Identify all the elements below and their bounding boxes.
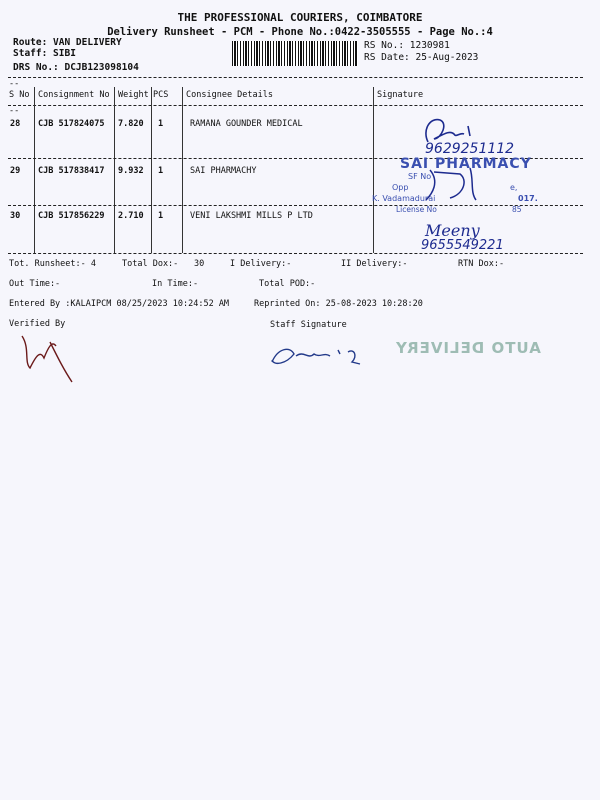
rs-number: RS No.: 1230981 bbox=[364, 40, 450, 51]
i-delivery: I Delivery:- bbox=[230, 259, 292, 269]
col-rule bbox=[34, 87, 35, 253]
total-dox-value: 30 bbox=[194, 259, 205, 269]
col-sno: S No bbox=[9, 90, 30, 100]
row-sno: 30 bbox=[10, 211, 21, 221]
col-rule bbox=[373, 87, 374, 253]
row-consignee: VENI LAKSHMI MILLS P LTD bbox=[190, 211, 313, 221]
col-rule bbox=[182, 87, 183, 253]
rtn-dox: RTN Dox:- bbox=[458, 259, 505, 269]
total-dox-label: Total Dox:- bbox=[122, 259, 179, 269]
signature-phone-row-30: 9655549221 bbox=[421, 238, 504, 253]
stamp-fragment: 017. bbox=[518, 194, 538, 203]
col-weight: Weight bbox=[118, 90, 149, 100]
company-name: THE PROFESSIONAL COURIERS, COIMBATORE bbox=[177, 11, 423, 24]
stamp-fragment: e, bbox=[510, 183, 518, 192]
verified-by-label: Verified By bbox=[9, 319, 66, 329]
signature-row-29 bbox=[420, 162, 490, 207]
total-pod: Total POD:- bbox=[259, 279, 316, 289]
entered-by: Entered By :KALAIPCM 08/25/2023 10:24:52 AM bbox=[9, 299, 230, 309]
column-header-divider bbox=[8, 105, 583, 106]
signature-name-row-30: Meeny bbox=[425, 221, 480, 240]
out-time: Out Time:- bbox=[9, 279, 61, 289]
verified-signature bbox=[14, 328, 84, 388]
sheet-title: Delivery Runsheet - PCM - Phone No.:0422-3505555 - Page No.:4 bbox=[107, 26, 493, 38]
row-consignment: CJB 517824075 bbox=[38, 119, 105, 129]
barcode bbox=[232, 41, 358, 66]
row-pcs: 1 bbox=[158, 166, 164, 176]
row-consignee: SAI PHARMACHY bbox=[190, 166, 257, 176]
drs-number: DRS No.: DCJB123098104 bbox=[13, 62, 139, 73]
row-weight: 2.710 bbox=[118, 211, 144, 221]
stamp-line: License No bbox=[396, 205, 437, 214]
row-pcs: 1 bbox=[158, 211, 164, 221]
row-sno: 28 bbox=[10, 119, 21, 129]
stamp-line: SF No bbox=[408, 172, 432, 181]
row-divider bbox=[8, 205, 583, 206]
signature-phone-row-28: 9629251112 bbox=[425, 141, 515, 157]
reprinted-on: Reprinted On: 25-08-2023 10:28:20 bbox=[254, 299, 423, 309]
row-consignment: CJB 517838417 bbox=[38, 166, 105, 176]
staff-label: Staff: SIBI bbox=[13, 48, 76, 59]
col-pcs: PCS bbox=[153, 90, 169, 100]
col-signature: Signature bbox=[377, 90, 424, 100]
stamp-fragment: 85 bbox=[512, 205, 522, 214]
staff-signature bbox=[268, 342, 368, 372]
row-weight: 9.932 bbox=[118, 166, 144, 176]
route-label: Route: VAN DELIVERY bbox=[13, 37, 122, 48]
col-rule bbox=[151, 87, 152, 253]
in-time: In Time:- bbox=[152, 279, 199, 289]
row-pcs: 1 bbox=[158, 119, 164, 129]
row-consignee: RAMANA GOUNDER MEDICAL bbox=[190, 119, 303, 129]
row-weight: 7.820 bbox=[118, 119, 144, 129]
col-consignee: Consignee Details bbox=[186, 90, 273, 100]
total-runsheet: Tot. Runsheet:- 4 bbox=[9, 259, 96, 269]
stamp-line: K. Vadamadurai bbox=[372, 194, 436, 203]
row-sno: 29 bbox=[10, 166, 21, 176]
header-divider bbox=[8, 77, 583, 78]
stamp-line: Opp bbox=[392, 183, 409, 192]
stamp-name: SAI PHARMACY bbox=[400, 156, 532, 172]
table-bottom-divider bbox=[8, 253, 583, 254]
rs-date: RS Date: 25-Aug-2023 bbox=[364, 52, 479, 63]
col-rule bbox=[114, 87, 115, 253]
auto-delivery-stamp: AUTO DELIVERY bbox=[395, 339, 541, 357]
row-consignment: CJB 517856229 bbox=[38, 211, 105, 221]
col-consignment: Consignment No bbox=[38, 90, 110, 100]
staff-signature-label: Staff Signature bbox=[270, 320, 347, 330]
ii-delivery: II Delivery:- bbox=[341, 259, 408, 269]
